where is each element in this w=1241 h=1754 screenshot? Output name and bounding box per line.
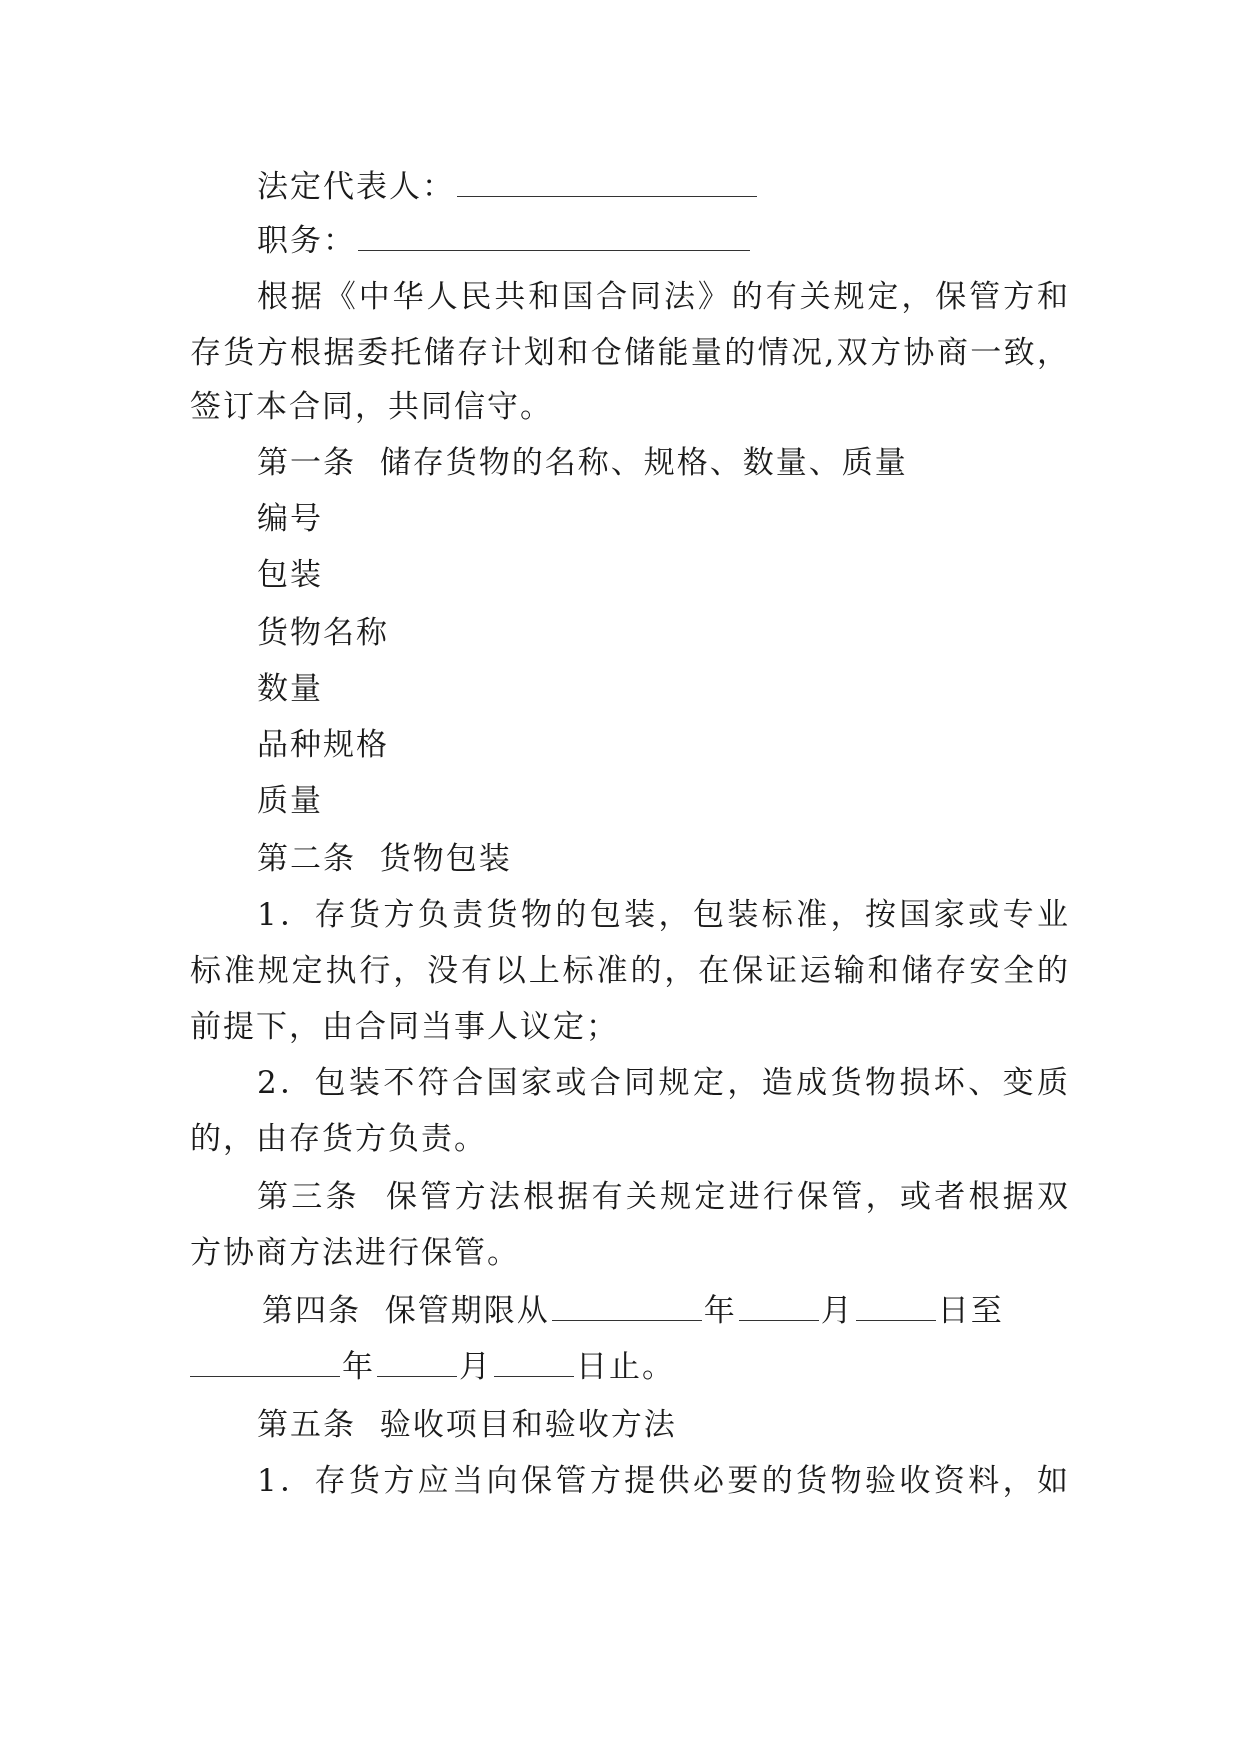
article4-day-to-label: 日至 <box>937 1293 1004 1329</box>
legal-rep-line <box>257 158 1070 216</box>
position-label: 职务： <box>257 223 356 259</box>
article2-p1-line-1: 1．存货方负责货物的包装，包装标准，按国家或专业 <box>257 897 1070 933</box>
article2-title: 第二条 货物包装 <box>257 841 512 877</box>
article3-line-1: 第三条 保管方法根据有关规定进行保管，或者根据双 <box>257 1179 1070 1215</box>
intro-line-1: 根据《中华人民共和国合同法》的有关规定，保管方和 <box>257 279 1070 315</box>
article1-item-packaging: 包装 <box>257 557 323 593</box>
intro-line-2: 存货方根据委托储存计划和仓储能量的情况,双方协商一致， <box>190 335 1070 371</box>
article2-p2-line-2: 的，由存货方负责。 <box>190 1121 487 1157</box>
article5-title: 第五条 验收项目和验收方法 <box>257 1407 677 1443</box>
article1-title: 第一条 储存货物的名称、规格、数量、质量 <box>257 445 908 481</box>
article5-p1-line-1: 1．存货方应当向保管方提供必要的货物验收资料，如 <box>257 1463 1070 1499</box>
article1-item-spec: 品种规格 <box>257 727 389 763</box>
article4-line-1 <box>262 1282 1070 1340</box>
article4-year-label: 年 <box>703 1293 737 1329</box>
start-year-blank[interactable] <box>552 1290 702 1321</box>
article3-line-2: 方协商方法进行保管。 <box>190 1235 520 1271</box>
start-day-blank[interactable] <box>856 1290 936 1321</box>
start-month-blank[interactable] <box>739 1290 819 1321</box>
article4-month-label: 月 <box>820 1293 854 1329</box>
legal-rep-blank[interactable] <box>457 166 757 197</box>
article1-item-quality: 质量 <box>257 783 323 819</box>
article2-p2-line-1: 2．包装不符合国家或合同规定，造成货物损坏、变质 <box>257 1065 1070 1101</box>
end-year-blank[interactable] <box>190 1346 340 1377</box>
article1-item-number: 编号 <box>257 501 323 537</box>
position-blank[interactable] <box>358 220 750 251</box>
article4-prefix: 第四条 保管期限从 <box>262 1293 550 1329</box>
intro-line-3: 签订本合同，共同信守。 <box>190 389 553 425</box>
article2-p1-line-3: 前提下，由合同当事人议定； <box>190 1009 619 1045</box>
end-day-blank[interactable] <box>494 1346 574 1377</box>
article4-day-end-label: 日止。 <box>576 1349 675 1385</box>
article1-item-quantity: 数量 <box>257 671 323 707</box>
end-month-blank[interactable] <box>377 1346 457 1377</box>
article2-p1-line-2: 标准规定执行，没有以上标准的，在保证运输和储存安全的 <box>190 953 1070 989</box>
position-line <box>257 212 1070 270</box>
article4-line-2 <box>190 1338 1070 1396</box>
article1-item-goods-name: 货物名称 <box>257 615 389 651</box>
article4-end-year-label: 年 <box>342 1349 375 1385</box>
article4-end-month-label: 月 <box>459 1349 492 1385</box>
legal-rep-label: 法定代表人： <box>257 169 455 205</box>
